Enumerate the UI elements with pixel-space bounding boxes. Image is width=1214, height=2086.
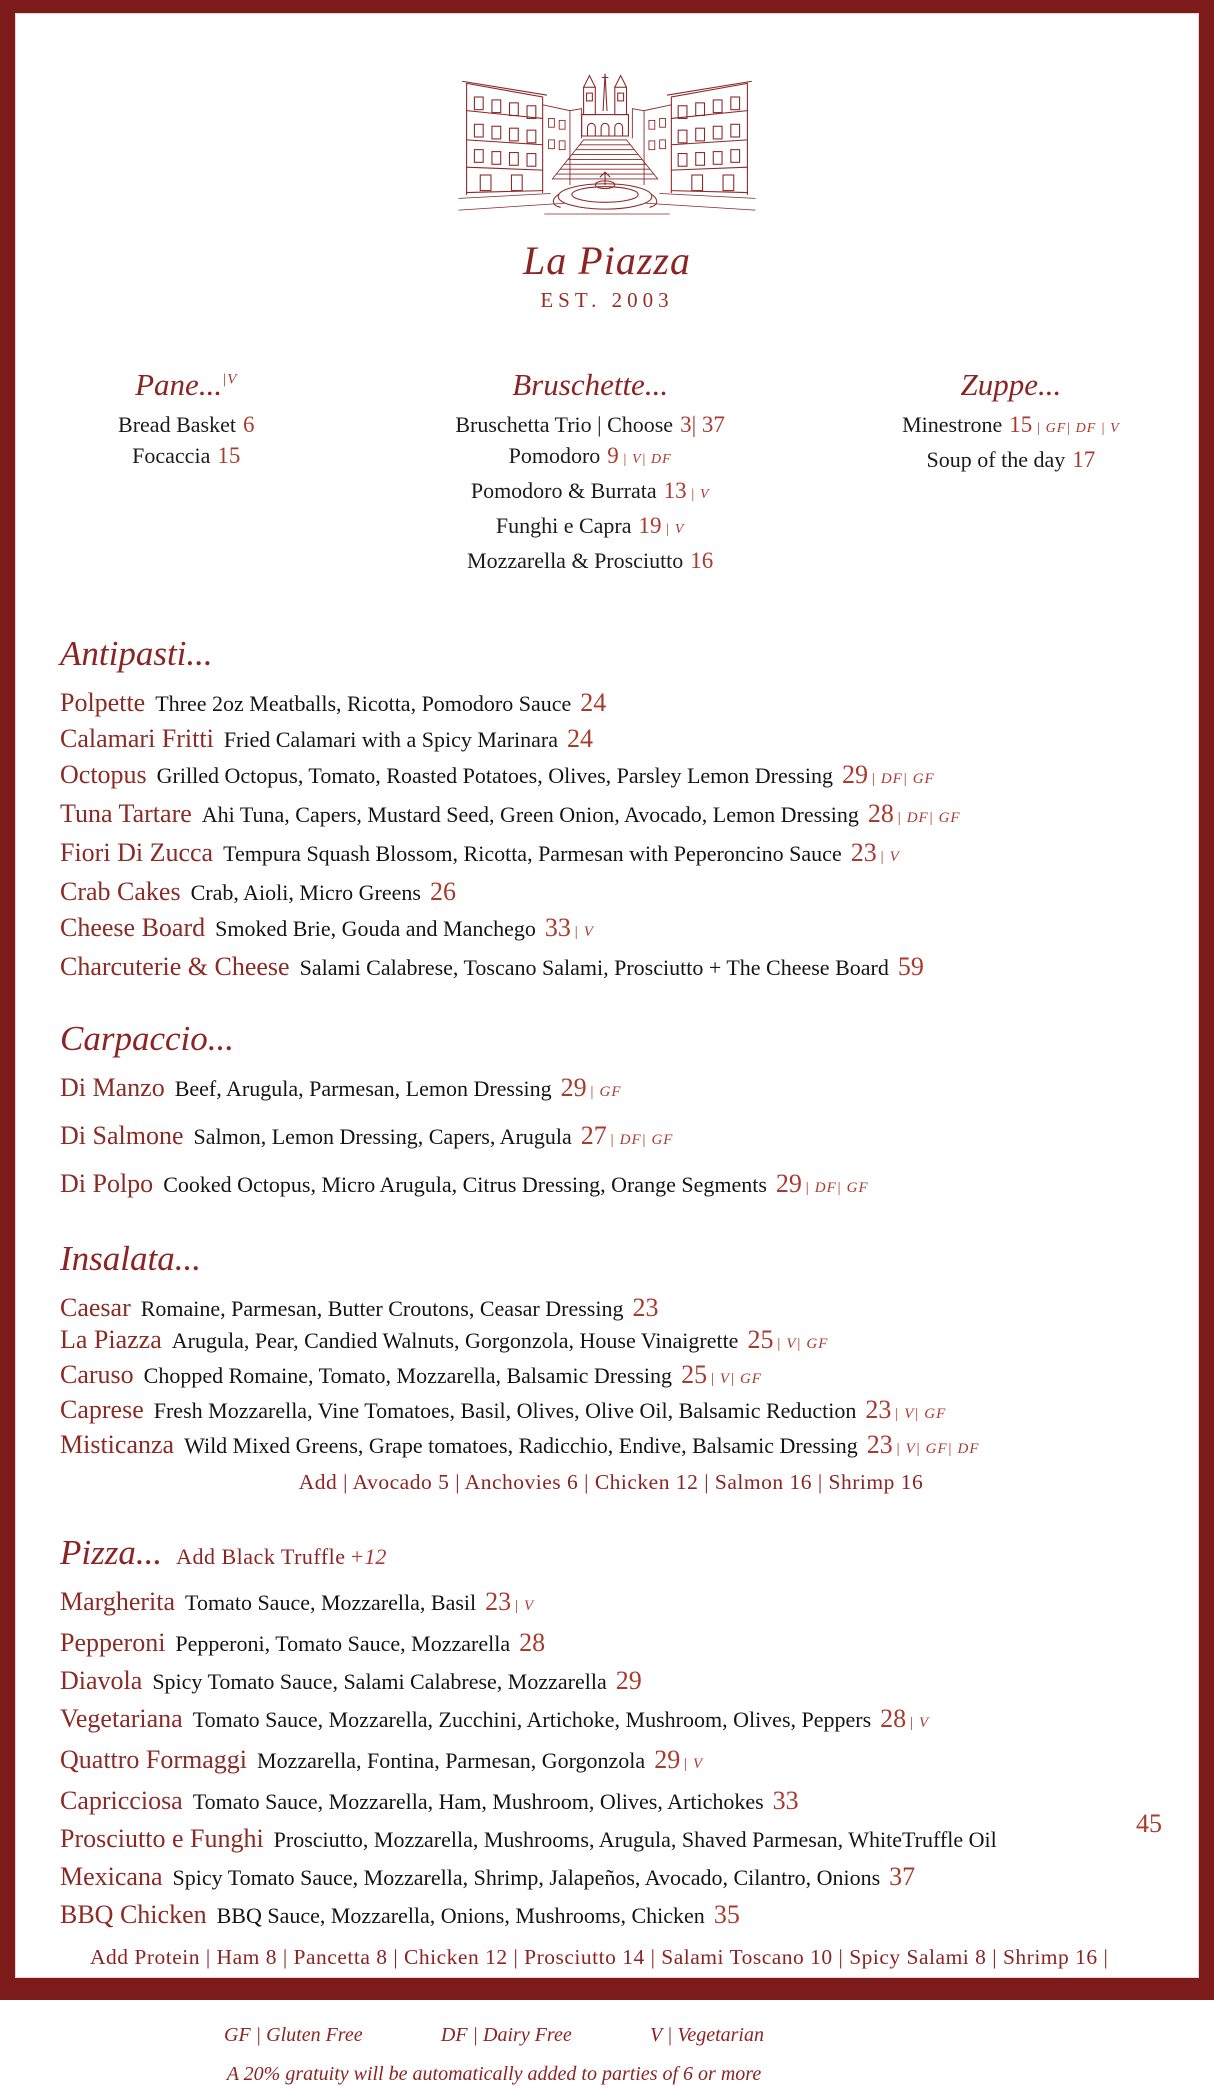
item-diet-tags: | DF| GF <box>896 810 961 826</box>
item-name: Pepperoni <box>60 1628 166 1657</box>
pane-heading <box>46 367 327 403</box>
section-bruschette <box>327 367 854 576</box>
item-name: Pomodoro & Burrata <box>470 478 657 503</box>
item-name: Focaccia <box>132 443 211 468</box>
item-name: Di Polpo <box>60 1169 154 1198</box>
menu-inner-frame <box>15 13 1199 2085</box>
header-art-wrap <box>46 48 1168 229</box>
item-price: 27 <box>580 1121 607 1150</box>
church-towers <box>582 74 629 136</box>
insalata-heading: Insalata... <box>60 1239 201 1278</box>
menu-item <box>60 1902 1162 1929</box>
menu-item <box>60 801 1162 831</box>
item-price: 35 <box>713 1900 740 1929</box>
item-price: 29 <box>615 1666 642 1695</box>
item-price: 28 <box>519 1628 546 1657</box>
item-price: 19 <box>638 513 662 538</box>
zuppe-heading: Zuppe... <box>960 367 1062 402</box>
zuppe-items <box>854 409 1168 475</box>
section-insalata <box>60 1239 1162 1495</box>
item-diet-tags: | V <box>665 522 685 537</box>
item-price: 28 <box>867 799 894 828</box>
item-description: Chopped Romaine, Tomato, Mozzarella, Balsamic Dressing <box>143 1363 673 1388</box>
item-name: La Piazza <box>60 1325 162 1354</box>
item-name: Caprese <box>60 1395 144 1424</box>
footer <box>224 2024 764 2086</box>
item-price: 3| 37 <box>680 412 725 437</box>
item-name: Diavola <box>60 1666 143 1695</box>
item-name: BBQ Chicken <box>60 1900 207 1929</box>
menu-item <box>60 1706 1162 1736</box>
carpaccio-heading: Carpaccio... <box>60 1019 235 1058</box>
item-price: 15 <box>217 443 241 468</box>
item-diet-tags: | DF| GF <box>870 771 935 787</box>
established-line: EST. 2003 <box>540 288 674 312</box>
item-name: Fiori Di Zucca <box>60 838 214 867</box>
section-pizza <box>60 1533 1162 1970</box>
item-diet-tags: | V| GF <box>710 1371 762 1387</box>
item-diet-tags: | V| GF <box>894 1406 947 1422</box>
item-price: 26 <box>429 877 456 906</box>
item-price: 17 <box>1072 447 1096 472</box>
item-price: 24 <box>580 688 607 717</box>
item-price: 23 <box>866 1430 893 1459</box>
item-price: 23 <box>632 1293 659 1322</box>
gratuity-note: A 20% gratuity will be automatically added to parties of 6 or more <box>226 2063 762 2085</box>
item-name: Caesar <box>60 1293 131 1322</box>
pizza-subnote: Add Black Truffle <box>176 1544 346 1569</box>
item-diet-tags: | DF| GF <box>609 1132 674 1148</box>
item-price: 45 <box>1136 1809 1162 1838</box>
menu-item <box>60 879 1162 906</box>
pizza-heading <box>60 1533 1162 1573</box>
item-description: Cooked Octopus, Micro Arugula, Citrus Dressing, Orange Segments <box>163 1172 767 1197</box>
item-name: Tuna Tartare <box>60 799 192 828</box>
top-columns <box>46 367 1168 576</box>
item-name: Misticanza <box>60 1430 175 1459</box>
bruschette-items <box>327 409 854 576</box>
item-price: 33 <box>544 913 571 942</box>
item-name: Caruso <box>60 1360 134 1389</box>
item-description: Tomato Sauce, Mozzarella, Zucchini, Artichoke, Mushroom, Olives, Peppers <box>192 1707 872 1732</box>
restaurant-name: La Piazza <box>523 238 691 283</box>
item-diet-tags: | GF| DF | V <box>1036 421 1120 436</box>
item-description: Wild Mixed Greens, Grape tomatoes, Radicchio, Endive, Balsamic Dressing <box>184 1433 858 1458</box>
menu-item <box>327 545 854 576</box>
item-diet-tags: | V <box>690 487 710 502</box>
menu-item <box>60 1630 1162 1657</box>
menu-item <box>60 690 1162 717</box>
item-description: BBQ Sauce, Mozzarella, Onions, Mushrooms, Chicken <box>216 1903 705 1928</box>
menu-item <box>60 1123 1162 1153</box>
menu-item <box>60 1788 1162 1815</box>
item-price: 23 <box>485 1587 512 1616</box>
pane-heading-text: Pane... <box>135 367 223 402</box>
item-name: Bread Basket <box>118 412 236 437</box>
menu-item <box>60 1432 1162 1462</box>
item-name: Pomodoro <box>508 443 601 468</box>
section-pane <box>46 367 327 576</box>
item-name: Crab Cakes <box>60 877 181 906</box>
item-name: Cheese Board <box>60 913 206 942</box>
item-diet-tags: | V <box>514 1598 535 1614</box>
item-price: 25 <box>747 1325 774 1354</box>
item-name: Di Salmone <box>60 1121 184 1150</box>
item-price: 23 <box>850 838 877 867</box>
menu-item <box>327 409 854 440</box>
menu-item <box>60 1864 1162 1891</box>
menu-item <box>46 440 327 471</box>
item-price: 29 <box>841 760 868 789</box>
item-name: Calamari Fritti <box>60 724 214 753</box>
insalata-items <box>60 1295 1162 1462</box>
item-name: Soup of the day <box>926 447 1066 472</box>
item-name: Octopus <box>60 760 147 789</box>
item-description: Spicy Tomato Sauce, Mozzarella, Shrimp, Jalapeños, Avocado, Cilantro, Onions <box>172 1865 881 1890</box>
menu-item <box>60 954 1162 981</box>
pizza-items <box>60 1589 1162 1929</box>
pane-heading-tags: |V <box>222 371 238 388</box>
item-description: Romaine, Parmesan, Butter Croutons, Ceasar Dressing <box>140 1296 624 1321</box>
menu-item <box>327 510 854 545</box>
menu-item <box>60 1327 1162 1357</box>
item-price: 25 <box>681 1360 708 1389</box>
item-description: Three 2oz Meatballs, Ricotta, Pomodoro Sauce <box>155 691 572 716</box>
item-price: 16 <box>690 548 714 573</box>
item-price: 59 <box>897 952 924 981</box>
ground-lines <box>459 194 755 214</box>
item-name: Di Manzo <box>60 1073 165 1102</box>
menu-item <box>60 1362 1162 1392</box>
menu-item <box>60 1809 1162 1853</box>
menu-item <box>60 1397 1162 1427</box>
item-description: Arugula, Pear, Candied Walnuts, Gorgonzola, House Vinaigrette <box>171 1328 739 1353</box>
item-diet-tags: | V <box>909 1715 930 1731</box>
item-name: Mexicana <box>60 1862 163 1891</box>
item-name: Bruschetta Trio | Choose <box>455 412 674 437</box>
item-diet-tags: | V <box>683 1756 704 1772</box>
menu-item <box>60 1589 1162 1619</box>
legend-vegetarian: V | Vegetarian <box>649 2024 764 2046</box>
item-price: 28 <box>880 1704 907 1733</box>
right-building <box>667 81 751 194</box>
pizza-subnote-price: +12 <box>349 1544 387 1569</box>
pizza-protein-addons-line: Add Protein | Ham 8 | Pancetta 8 | Chicken 12 | Prosciutto 14 | Salami Toscano 10 | Spicy Salami 8 | Shrimp 16 | <box>90 1945 1109 1969</box>
item-description: Salmon, Lemon Dressing, Capers, Arugula <box>193 1124 572 1149</box>
piazza-illustration <box>451 48 763 224</box>
menu-item <box>327 475 854 510</box>
menu-item <box>854 444 1168 475</box>
item-description: Fried Calamari with a Spicy Marinara <box>223 727 558 752</box>
section-carpaccio <box>60 1019 1162 1201</box>
legend-dairy-free: DF | Dairy Free <box>440 2024 572 2046</box>
item-price: 15 <box>1009 412 1033 437</box>
item-price: 13 <box>663 478 687 503</box>
menu-item <box>60 762 1162 792</box>
barcaccia-fountain <box>553 172 656 209</box>
item-diet-tags: | DF| GF <box>804 1180 869 1196</box>
item-description: Tomato Sauce, Mozzarella, Ham, Mushroom, Olives, Artichokes <box>192 1789 764 1814</box>
item-description: Salami Calabrese, Toscano Salami, Prosciutto + The Cheese Board <box>299 955 889 980</box>
item-diet-tags: | V| GF| DF <box>895 1441 980 1457</box>
item-description: Grilled Octopus, Tomato, Roasted Potatoes, Olives, Parsley Lemon Dressing <box>156 763 833 788</box>
pane-items <box>46 409 327 471</box>
item-name: Quattro Formaggi <box>60 1745 248 1774</box>
item-description: Beef, Arugula, Parmesan, Lemon Dressing <box>174 1076 552 1101</box>
menu-item <box>854 409 1168 444</box>
carpaccio-items <box>60 1075 1162 1201</box>
item-name: Minestrone <box>902 412 1003 437</box>
menu-item <box>60 1747 1162 1777</box>
item-description: Tomato Sauce, Mozzarella, Basil <box>185 1590 477 1615</box>
menu-item <box>60 1171 1162 1201</box>
section-antipasti <box>60 634 1162 981</box>
item-description: Spicy Tomato Sauce, Salami Calabrese, Mozzarella <box>152 1669 607 1694</box>
item-price: 37 <box>889 1862 916 1891</box>
item-diet-tags: | V <box>879 849 900 865</box>
antipasti-items <box>60 690 1162 981</box>
pizza-heading-text: Pizza... <box>60 1533 163 1572</box>
antipasti-heading: Antipasti... <box>60 634 213 673</box>
item-name: Prosciutto e Funghi <box>60 1824 264 1853</box>
item-price: 29 <box>775 1169 802 1198</box>
menu-item <box>60 726 1162 753</box>
item-description: Smoked Brie, Gouda and Manchego <box>215 916 536 941</box>
menu-item <box>46 409 327 440</box>
item-diet-tags: | V <box>573 924 594 940</box>
salad-addons-line: Add | Avocado 5 | Anchovies 6 | Chicken 12 | Salmon 16 | Shrimp 16 <box>298 1470 924 1494</box>
item-diet-tags: | V| DF <box>622 452 672 467</box>
menu-item <box>60 915 1162 945</box>
item-price: 24 <box>567 724 593 753</box>
left-building <box>463 81 547 194</box>
item-name: Charcuterie & Cheese <box>60 952 290 981</box>
item-description: Fresh Mozzarella, Vine Tomatoes, Basil, Olives, Olive Oil, Balsamic Reduction <box>153 1398 857 1423</box>
item-diet-tags: | GF <box>589 1084 622 1100</box>
item-description: Pepperoni, Tomato Sauce, Mozzarella <box>175 1631 511 1656</box>
item-price: 23 <box>865 1395 892 1424</box>
item-price: 29 <box>560 1073 587 1102</box>
item-price: 6 <box>242 412 255 437</box>
item-price: 33 <box>772 1786 799 1815</box>
legend-gluten-free: GF | Gluten Free <box>224 2024 363 2046</box>
menu-item <box>60 1295 1162 1322</box>
item-name: Margherita <box>60 1587 176 1616</box>
item-description: Mozzarella, Fontina, Parmesan, Gorgonzola <box>257 1748 646 1773</box>
menu-item <box>60 840 1162 870</box>
menu-item <box>60 1668 1162 1695</box>
item-name: Polpette <box>60 688 146 717</box>
item-description: Crab, Aioli, Micro Greens <box>190 880 421 905</box>
item-price: 9 <box>607 443 619 468</box>
item-name: Mozzarella & Prosciutto <box>467 548 684 573</box>
item-description: Prosciutto, Mozzarella, Mushrooms, Arugula, Shaved Parmesan, WhiteTruffle Oil <box>273 1827 997 1852</box>
item-name: Vegetariana <box>60 1704 183 1733</box>
item-price: 29 <box>654 1745 681 1774</box>
menu-item <box>327 440 854 475</box>
item-description: Tempura Squash Blossom, Ricotta, Parmesan with Peperoncino Sauce <box>223 841 842 866</box>
section-zuppe <box>854 367 1168 576</box>
item-diet-tags: | V| GF <box>776 1336 829 1352</box>
item-name: Funghi e Capra <box>495 513 632 538</box>
item-description: Ahi Tuna, Capers, Mustard Seed, Green Onion, Avocado, Lemon Dressing <box>201 802 859 827</box>
bruschette-heading: Bruschette... <box>512 367 669 402</box>
menu-item <box>60 1075 1162 1105</box>
item-name: Capricciosa <box>60 1786 183 1815</box>
diet-legend <box>224 2024 764 2047</box>
